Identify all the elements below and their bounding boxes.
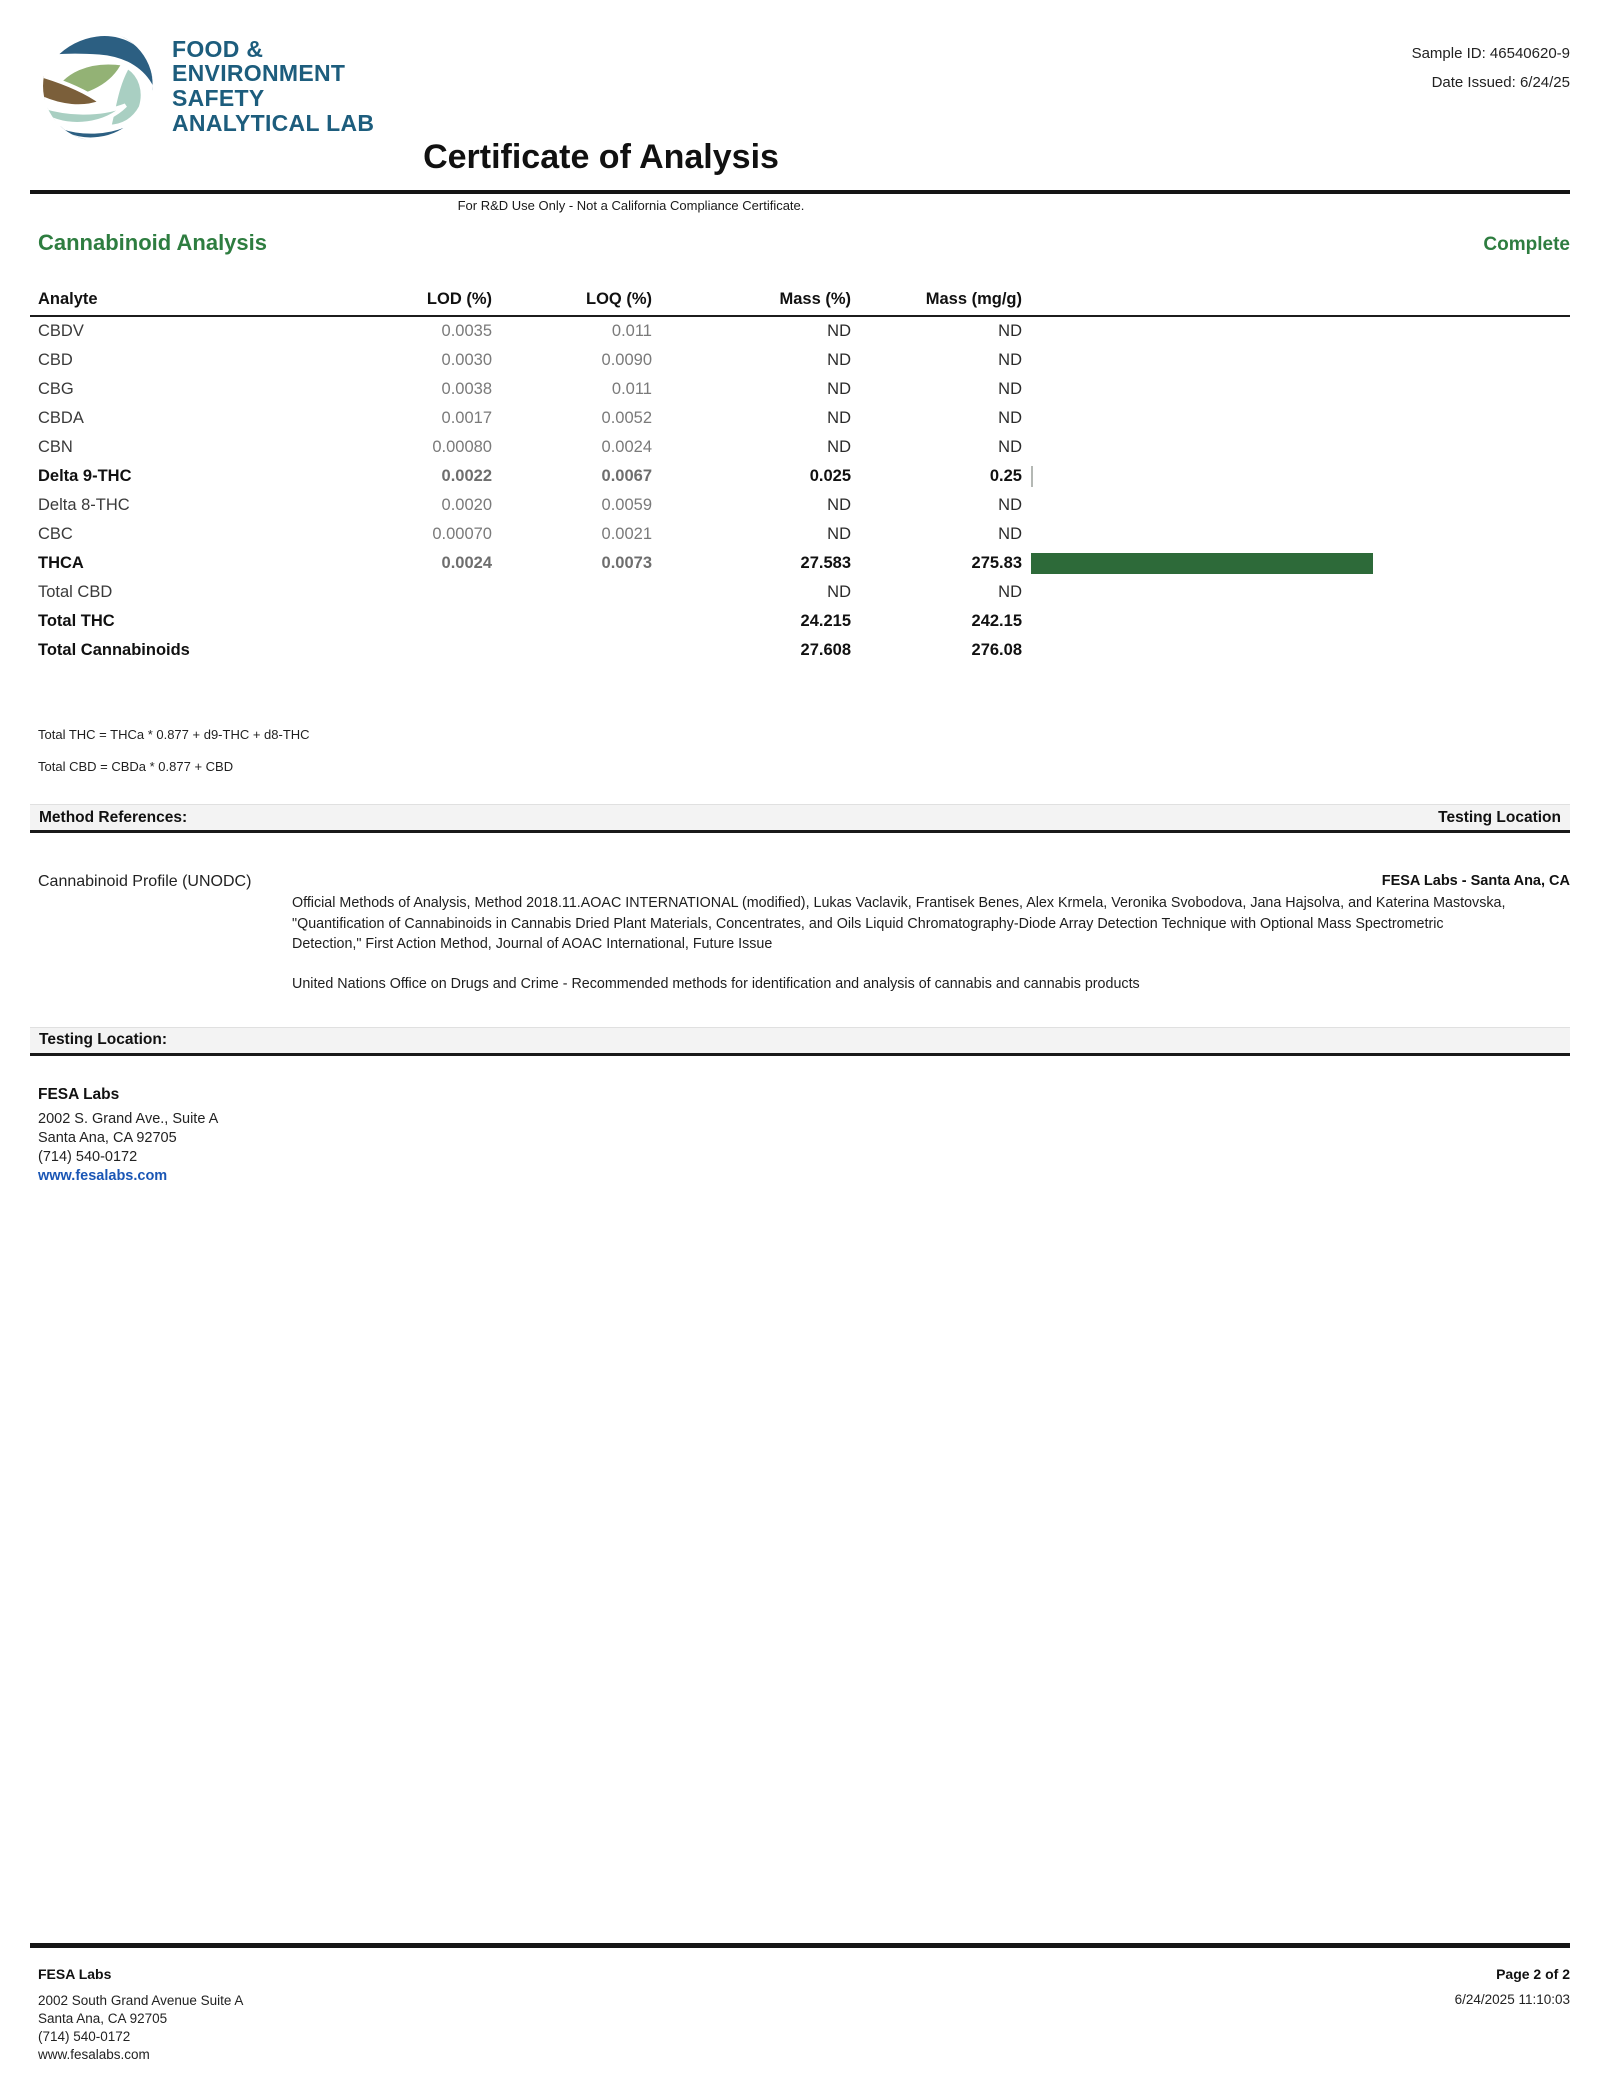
testing-location-column-label: Testing Location	[1438, 808, 1561, 826]
section-title: Cannabinoid Analysis	[38, 230, 268, 255]
footer-page-info	[1455, 1966, 1570, 2064]
analyte-name: CBN	[38, 438, 73, 456]
lod-value: 0.0017	[441, 409, 492, 427]
method-references-label: Method References:	[39, 808, 188, 826]
table-row	[30, 491, 1570, 520]
lab-phone: (714) 540-0172	[38, 1148, 138, 1165]
page-number: Page 2 of 2	[1496, 1966, 1570, 1982]
total-thc-formula: Total THC = THCa * 0.877 + d9-THC + d8-THC	[38, 727, 310, 742]
loq-value: 0.0059	[601, 496, 652, 514]
mass-bar-cell	[1022, 607, 1570, 636]
mass-bar-cell	[1022, 636, 1570, 665]
table-row	[30, 433, 1570, 462]
mass-bar-cell	[1022, 375, 1570, 404]
total-cbd-formula: Total CBD = CBDa * 0.877 + CBD	[38, 759, 234, 774]
analyte-name: CBG	[38, 380, 74, 398]
mass-bar-cell	[1022, 578, 1570, 607]
mass-pct-value: ND	[827, 322, 851, 340]
col-header-mass-mgg: Mass (mg/g)	[925, 290, 1022, 308]
col-header-mass-pct: Mass (%)	[779, 290, 851, 308]
table-row	[30, 607, 1570, 636]
mass-mgg-value: 0.25	[989, 467, 1022, 485]
disclaimer-row	[30, 190, 1570, 224]
method-references-band	[30, 804, 1570, 833]
footer-address-line1: 2002 South Grand Avenue Suite A	[38, 1993, 244, 2008]
mass-pct-value: 24.215	[800, 612, 851, 630]
mass-mgg-value: ND	[998, 525, 1022, 543]
mass-pct-value: 27.608	[800, 641, 851, 659]
loq-value: 0.0024	[601, 438, 652, 456]
logo-line-2: ENVIRONMENT	[172, 60, 346, 87]
col-header-bar-spacer	[1022, 284, 1570, 315]
lod-value: 0.00070	[432, 525, 492, 543]
mass-bar	[1031, 466, 1033, 487]
col-header-loq: LOQ (%)	[586, 290, 652, 308]
mass-bar	[1031, 553, 1373, 574]
lab-logo	[42, 28, 374, 144]
lod-value: 0.00080	[432, 438, 492, 456]
mass-bar-cell	[1022, 462, 1570, 491]
method-testing-location: FESA Labs - Santa Ana, CA	[1381, 873, 1570, 889]
table-header-row	[30, 284, 1570, 317]
print-timestamp: 6/24/2025 11:10:03	[1454, 1992, 1570, 2007]
lod-value: 0.0022	[441, 467, 492, 485]
col-header-analyte: Analyte	[38, 290, 98, 308]
mass-pct-value: ND	[827, 380, 851, 398]
lab-address-line1: 2002 S. Grand Ave., Suite A	[38, 1110, 219, 1127]
logo-line-1: FOOD &	[172, 35, 264, 62]
mass-pct-value: ND	[827, 409, 851, 427]
mass-bar-cell	[1022, 520, 1570, 549]
loq-value: 0.0090	[601, 351, 652, 369]
mass-pct-value: ND	[827, 496, 851, 514]
mass-mgg-value: 276.08	[971, 641, 1022, 659]
loq-value: 0.0067	[601, 467, 652, 485]
analyte-name: THCA	[38, 554, 84, 572]
analyte-name: Total Cannabinoids	[38, 641, 190, 659]
method-name: Cannabinoid Profile (UNODC)	[38, 873, 252, 890]
lab-logo-icon	[42, 28, 154, 144]
calculation-formulas	[30, 727, 1570, 774]
method-row	[30, 873, 1570, 891]
mass-pct-value: ND	[827, 583, 851, 601]
status-badge: Complete	[1483, 234, 1570, 255]
lab-website-link[interactable]: www.fesalabs.com	[38, 1167, 168, 1184]
method-paragraph-1: Official Methods of Analysis, Method 2018.11.AOAC INTERNATIONAL (modified), Lukas Vaclavik, Frantisek Benes, Alex Krmela, Veronika Svobodova, Jana Hajsolva, and Katerina Mastovska, "Quantification of Cannabinoids in Cannabis Dried Plant Materials, Concentrates, and Oils Liquid Chromatography-Diode Array Detection Technique with Optional Mass Spectrometric Detection," First Action Method, Journal of AOAC International, Future Issue	[292, 895, 1506, 953]
mass-pct-value: ND	[827, 525, 851, 543]
analysis-table-body	[30, 317, 1570, 665]
mass-bar-cell	[1022, 346, 1570, 375]
sample-id: Sample ID: 46540620-9	[1411, 45, 1570, 62]
mass-mgg-value: ND	[998, 322, 1022, 340]
mass-bar-cell	[1022, 317, 1570, 346]
analyte-name: CBD	[38, 351, 73, 369]
table-row	[30, 346, 1570, 375]
table-row	[30, 404, 1570, 433]
logo-line-4: ANALYTICAL LAB	[172, 109, 375, 136]
analyte-name: CBDV	[38, 322, 84, 340]
table-row	[30, 462, 1570, 491]
footer-lab-name: FESA Labs	[38, 1966, 112, 1982]
analyte-name: Delta 9-THC	[38, 467, 132, 485]
date-issued: Date Issued: 6/24/25	[1431, 73, 1570, 91]
table-row	[30, 549, 1570, 578]
sample-info	[1412, 40, 1570, 97]
table-row	[30, 317, 1570, 346]
mass-mgg-value: ND	[998, 438, 1022, 456]
lab-logo-text	[172, 37, 374, 135]
analyte-name: Delta 8-THC	[38, 496, 130, 514]
footer-lab-info	[30, 1966, 243, 2064]
method-paragraph-2: United Nations Office on Drugs and Crime - Recommended methods for identification and analysis of cannabis and cannabis products	[292, 976, 1140, 993]
footer-address-line2: Santa Ana, CA 92705	[38, 2010, 168, 2026]
mass-mgg-value: ND	[998, 583, 1022, 601]
page-content	[0, 190, 1600, 1186]
table-row	[30, 636, 1570, 665]
lod-value: 0.0024	[441, 554, 492, 572]
mass-mgg-value: ND	[998, 496, 1022, 514]
document-title: Certificate of Analysis	[423, 138, 779, 176]
footer-website: www.fesalabs.com	[38, 2046, 150, 2062]
lod-value: 0.0038	[441, 380, 492, 398]
mass-pct-value: ND	[827, 351, 851, 369]
table-row	[30, 520, 1570, 549]
mass-pct-value: ND	[827, 438, 851, 456]
mass-pct-value: 0.025	[809, 467, 851, 485]
loq-value: 0.011	[611, 380, 652, 398]
testing-location-band	[30, 1027, 1570, 1056]
mass-mgg-value: 275.83	[971, 554, 1022, 572]
col-header-lod: LOD (%)	[426, 290, 492, 308]
mass-mgg-value: ND	[998, 409, 1022, 427]
analyte-name: Total CBD	[38, 583, 113, 601]
testing-location-label: Testing Location:	[39, 1031, 168, 1049]
page-header	[0, 0, 1600, 190]
lab-name: FESA Labs	[38, 1085, 120, 1103]
lab-address-line2: Santa Ana, CA 92705	[38, 1129, 177, 1146]
loq-value: 0.0021	[601, 525, 652, 543]
mass-mgg-value: 242.15	[971, 612, 1022, 630]
loq-value: 0.011	[611, 322, 652, 340]
lod-value: 0.0020	[441, 496, 492, 514]
mass-bar-cell	[1022, 433, 1570, 462]
analyte-name: CBC	[38, 525, 73, 543]
page-footer	[30, 1943, 1570, 2064]
section-heading-row	[30, 230, 1570, 256]
footer-phone: (714) 540-0172	[38, 2028, 131, 2044]
table-row	[30, 578, 1570, 607]
analyte-name: CBDA	[38, 409, 84, 427]
lod-value: 0.0035	[441, 322, 492, 340]
mass-bar-cell	[1022, 549, 1570, 578]
mass-pct-value: 27.583	[800, 554, 851, 572]
method-reference-text	[292, 893, 1510, 995]
analyte-name: Total THC	[38, 612, 115, 630]
mass-mgg-value: ND	[998, 351, 1022, 369]
testing-location-details	[30, 1086, 1570, 1186]
loq-value: 0.0073	[601, 554, 652, 572]
mass-bar-cell	[1022, 491, 1570, 520]
cannabinoid-table	[30, 284, 1570, 665]
mass-bar-cell	[1022, 404, 1570, 433]
loq-value: 0.0052	[601, 409, 652, 427]
logo-line-3: SAFETY	[172, 85, 265, 111]
table-row	[30, 375, 1570, 404]
footer-divider	[30, 1943, 1570, 1948]
rd-use-disclaimer: For R&D Use Only - Not a California Compliance Certificate.	[457, 198, 805, 213]
mass-mgg-value: ND	[998, 380, 1022, 398]
lod-value: 0.0030	[441, 351, 492, 369]
